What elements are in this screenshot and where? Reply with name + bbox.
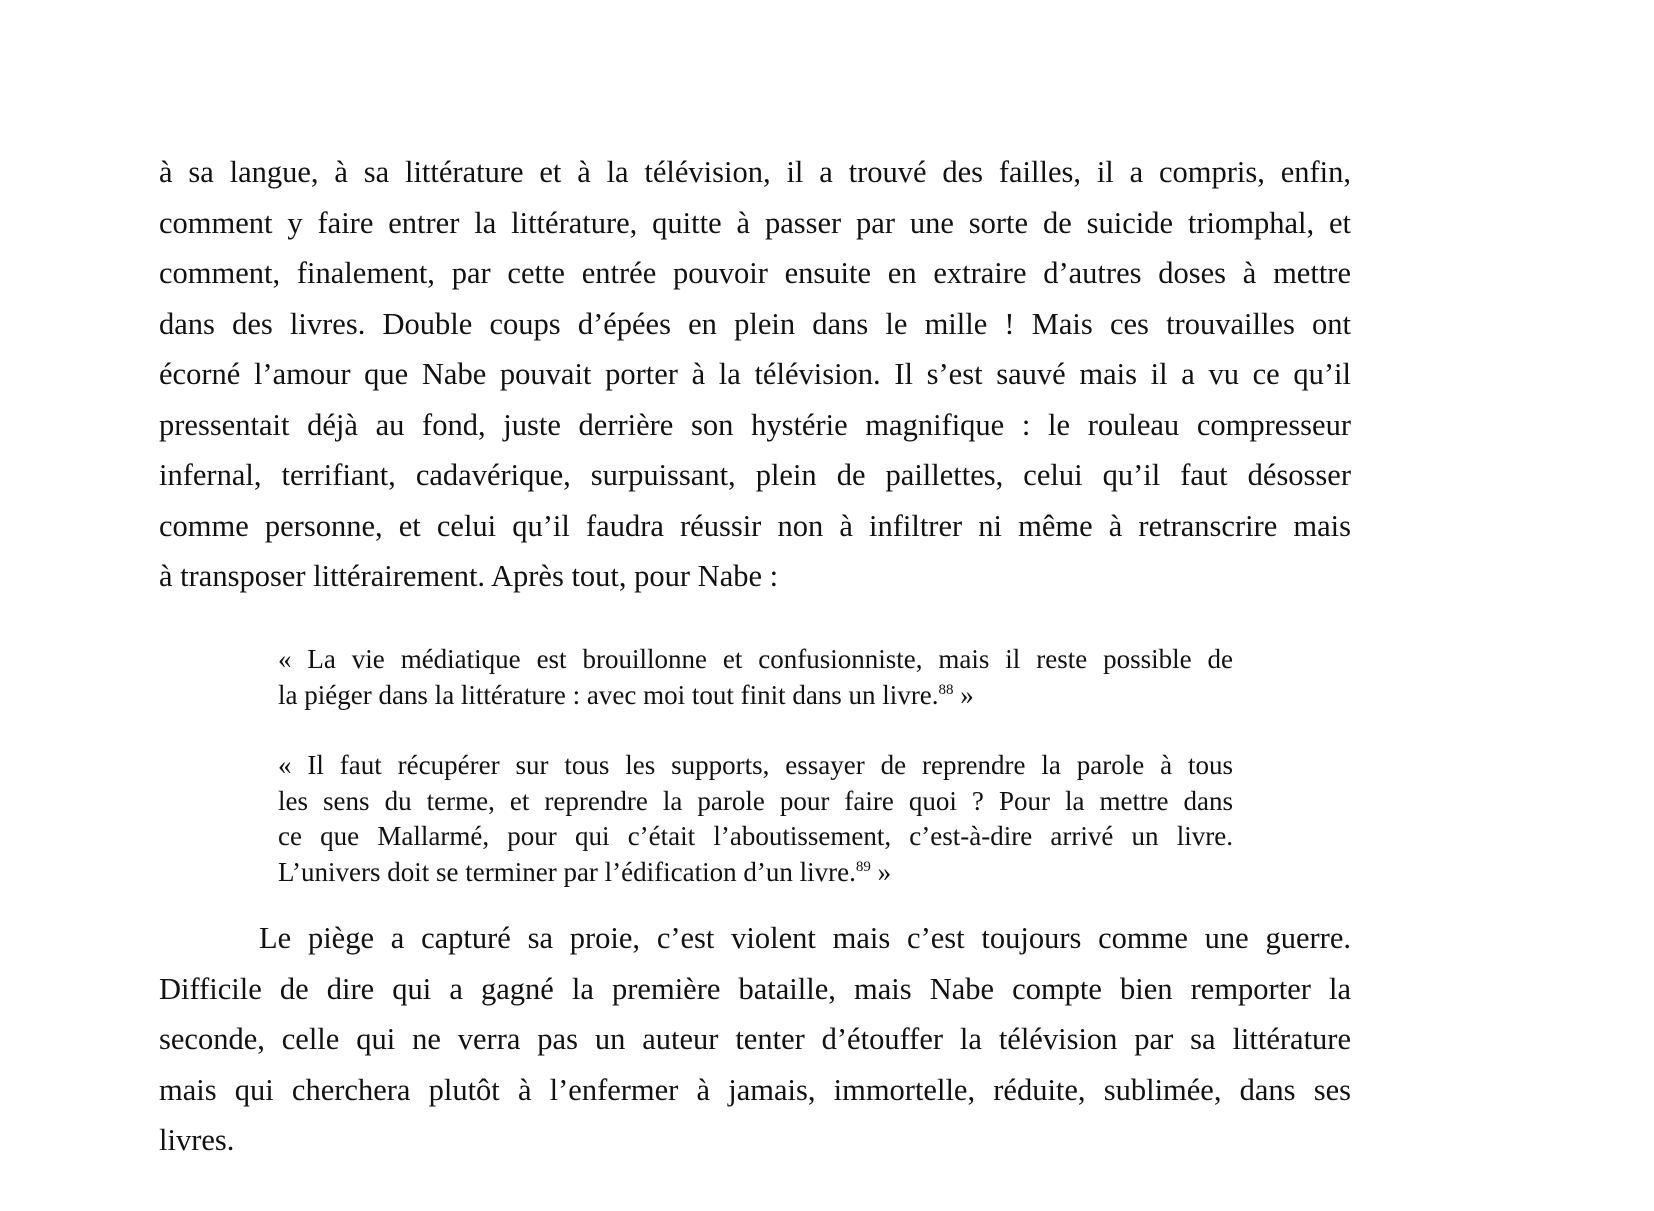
text-line: livres. bbox=[159, 1123, 235, 1157]
text-line: à transposer littérairement. Après tout, pour Nabe : bbox=[159, 559, 779, 593]
text-line: pressentait déjà au fond, juste derrière son hystérie magnifique : le rouleau compresseur bbox=[159, 407, 1351, 442]
quote-line: « Il faut récupérer sur tous les supports, essayer de reprendre la parole à tous bbox=[278, 750, 1233, 780]
text-line: mais qui cherchera plutôt à l’enfermer à jamais, immortelle, réduite, sublimée, dans ses bbox=[159, 1072, 1351, 1107]
quote-line: « La vie médiatique est brouillonne et confusionniste, mais il reste possible de bbox=[278, 644, 1233, 674]
text-line: comment, finalement, par cette entrée pouvoir ensuite en extraire d’autres doses à mettre bbox=[159, 256, 1351, 290]
block-quote-1 bbox=[278, 642, 1233, 713]
text-line: à sa langue, à sa littérature et à la télévision, il a trouvé des failles, il a compris, enfin, bbox=[159, 155, 1351, 189]
footnote-ref-88[interactable]: 88 bbox=[938, 681, 954, 698]
body-paragraph-2 bbox=[159, 913, 1351, 1166]
text-line: comme personne, et celui qu’il faudra réussir non à infiltrer ni même à retranscrire mais bbox=[159, 508, 1351, 543]
quote-line-text: la piéger dans la littérature : avec moi tout finit dans un livre. bbox=[278, 679, 939, 710]
quote-line-text: L’univers doit se terminer par l’édification d’un livre. bbox=[278, 856, 856, 887]
quote-line-last bbox=[278, 855, 1233, 891]
text-line: écorné l’amour que Nabe pouvait porter à la télévision. Il s’est sauvé mais il a vu ce qu’il bbox=[159, 357, 1351, 391]
text-line-indented bbox=[159, 913, 1351, 964]
footnote-ref-89[interactable]: 89 bbox=[855, 858, 871, 875]
quote-line: ce que Mallarmé, pour qui c’était l’aboutissement, c’est-à-dire arrivé un livre. bbox=[278, 821, 1233, 851]
block-quote-2 bbox=[278, 748, 1233, 890]
body-paragraph-1 bbox=[159, 147, 1351, 602]
text-line: infernal, terrifiant, cadavérique, surpuissant, plein de paillettes, celui qu’il faut désosser bbox=[159, 458, 1351, 492]
text-line: dans des livres. Double coups d’épées en plein dans le mille ! Mais ces trouvailles ont bbox=[159, 306, 1351, 341]
quote-closing-mark: » bbox=[870, 856, 892, 887]
quote-line: les sens du terme, et reprendre la parole pour faire quoi ? Pour la mettre dans bbox=[278, 785, 1233, 816]
text-line: Difficile de dire qui a gagné la première bataille, mais Nabe compte bien remporter la bbox=[159, 971, 1351, 1006]
text-line: seconde, celle qui ne verra pas un auteur tenter d’étouffer la télévision par sa littérature bbox=[159, 1022, 1351, 1056]
text-line: comment y faire entrer la littérature, quitte à passer par une sorte de suicide triomphal, et bbox=[159, 205, 1351, 240]
quote-line-last bbox=[278, 678, 1233, 714]
text-line-content: Le piège a capturé sa proie, c’est violent mais c’est toujours comme une guerre. bbox=[259, 921, 1351, 955]
quote-closing-mark: » bbox=[953, 679, 974, 710]
